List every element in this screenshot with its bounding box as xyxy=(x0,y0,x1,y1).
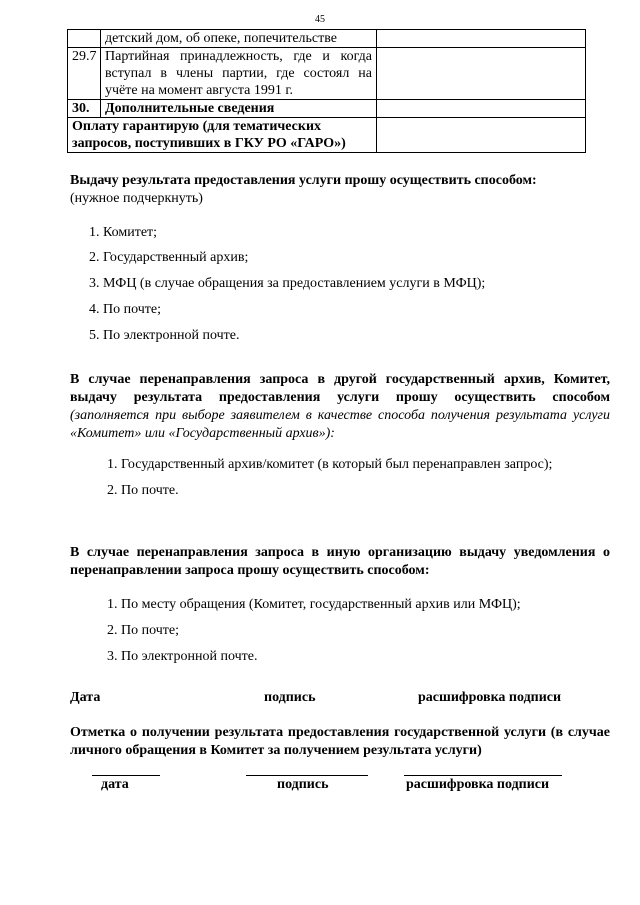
receipt-decode-label: расшифровка подписи xyxy=(406,777,550,792)
section-note: (нужное подчеркнуть) xyxy=(70,191,203,206)
row-label: детский дом, об опеке, попечительстве xyxy=(101,30,377,48)
signature-sign-label: подпись xyxy=(264,690,316,705)
table-row xyxy=(68,118,586,153)
option-committee[interactable]: 1. Комитет; xyxy=(89,225,158,240)
option-redirected-archive[interactable]: 1. Государственный архив/комитет (в который был перенаправлен запрос); xyxy=(107,457,553,472)
form-table xyxy=(67,29,586,153)
signature-decode-label: расшифровка подписи xyxy=(418,690,562,705)
row-number: 30. xyxy=(68,100,101,118)
receipt-decode-line[interactable] xyxy=(404,775,562,776)
receipt-heading: Отметка о получении результата предоставления государственной услуги (в случае личного обращения в Комитет за получением результата услуги) xyxy=(70,725,610,758)
option-post[interactable]: 2. По почте; xyxy=(107,623,180,638)
option-email[interactable]: 3. По электронной почте. xyxy=(107,649,258,664)
signature-date-label: Дата xyxy=(70,690,101,705)
option-state-archive[interactable]: 2. Государственный архив; xyxy=(89,250,249,265)
table-row xyxy=(68,30,586,48)
row-number xyxy=(68,30,101,48)
row-value[interactable] xyxy=(377,48,586,100)
row-label: Партийная принадлежность, где и когда вступал в члены партии, где состоял на учёте на момент августа 1991 г. xyxy=(101,48,377,100)
receipt-date-line[interactable] xyxy=(92,775,160,776)
row-number: 29.7 xyxy=(68,48,101,100)
table-row xyxy=(68,100,586,118)
option-place-of-request[interactable]: 1. По месту обращения (Комитет, государственный архив или МФЦ); xyxy=(107,597,521,612)
option-post[interactable]: 2. По почте. xyxy=(107,483,179,498)
option-email[interactable]: 5. По электронной почте. xyxy=(89,328,240,343)
option-post[interactable]: 4. По почте; xyxy=(89,302,162,317)
receipt-date-label: дата xyxy=(101,777,129,792)
payment-guarantee-value[interactable] xyxy=(377,118,586,153)
section-heading: В случае перенаправления запроса в другой государственный архив, Комитет, выдачу результата предоставления услуги прошу осуществить способом xyxy=(70,372,610,405)
receipt-sign-line[interactable] xyxy=(246,775,368,776)
section-redirect-organization: В случае перенаправления запроса в иную организацию выдачу уведомления о перенаправлении запроса прошу осуществить способом: xyxy=(70,545,610,578)
section-heading: Выдачу результата предоставления услуги прошу осуществить способом: xyxy=(70,173,537,188)
receipt-sign-label: подпись xyxy=(277,777,329,792)
option-mfc[interactable]: 3. МФЦ (в случае обращения за предоставлением услуги в МФЦ); xyxy=(89,276,486,291)
section-result-delivery xyxy=(70,172,610,208)
row-label: Дополнительные сведения xyxy=(101,100,377,118)
section-note: (заполняется при выборе заявителем в качестве способа получения результата услуги «Комитет» или «Государственный архив»): xyxy=(70,408,610,441)
row-value[interactable] xyxy=(377,30,586,48)
row-value[interactable] xyxy=(377,100,586,118)
payment-guarantee-label: Оплату гарантирую (для тематических запросов, поступивших в ГКУ РО «ГАРО») xyxy=(68,118,377,153)
table-row xyxy=(68,48,586,100)
page-number: 45 xyxy=(315,14,325,25)
section-redirect-archive xyxy=(70,371,610,443)
